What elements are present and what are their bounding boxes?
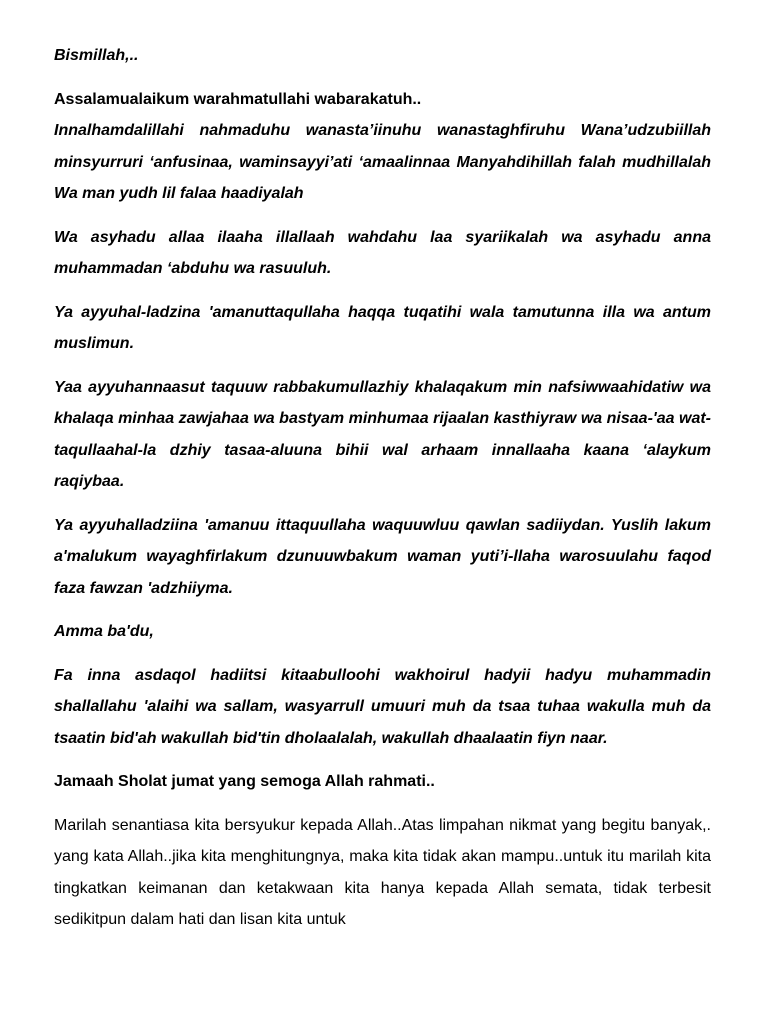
- hadits-paragraph: Fa inna asdaqol hadiitsi kitaabulloohi wakhoirul hadyii hadyu muhammadin shallallahu 'alaihi wa sallam, wasyarrull umuuri muh da tsaa tuhaa wakulla muh da tsaatin bid'ah wakullah bid'tin dholaalalah, wakullah dhaalaatin fiyn naar.: [54, 666, 711, 747]
- salam-line: Assalamualaikum warahmatullahi wabarakatuh..: [54, 90, 422, 108]
- document-page: [54, 40, 711, 936]
- ayat-2-paragraph: Yaa ayyuhannaasut taquuw rabbakumullazhiy khalaqakum min nafsiwwaahidatiw wa khalaqa minhaa zawjahaa wa bastyam minhumaa rijaalan kasthiyraw wa nisaa-'aa wat-taqullaahal-la dzhiy tasaa-aluuna bihii wal arhaam innallaaha kaana ‘alaykum raqiybaa.: [54, 378, 711, 490]
- ayat-1-paragraph: Ya ayyuhal-ladzina 'amanuttaqullaha haqqa tuqatihi wala tamutunna illa wa antum muslimun.: [54, 303, 711, 352]
- ayat-3-paragraph: Ya ayyuhalladziina 'amanuu ittaquullaha waquuwluu qawlan sadiiydan. Yuslih lakum a'malukum wayaghfirlakum dzunuuwbakum waman yuti’i-llaha warosuulahu faqod faza fawzan 'adzhiiyma.: [54, 516, 711, 597]
- amma-badu-line: Amma ba'du,: [54, 623, 154, 640]
- body-paragraph: Marilah senantiasa kita bersyukur kepada Allah..Atas limpahan nikmat yang begitu banyak,. yang kata Allah..jika kita menghitungnya, maka kita tidak akan mampu..untuk itu marilah kita tingkatkan keimanan dan ketakwaan kita hanya kepada Allah semata, tidak terbesit sedikitpun dalam hati dan lisan kita untuk: [54, 816, 711, 928]
- syahadat-paragraph: Wa asyhadu allaa ilaaha illallaah wahdahu laa syariikalah wa asyhadu anna muhammadan ‘abduhu wa rasuuluh.: [54, 228, 711, 277]
- jamaah-heading: Jamaah Sholat jumat yang semoga Allah rahmati..: [54, 773, 435, 790]
- opening-line: Bismillah,..: [54, 47, 139, 64]
- hamdalah-paragraph: Innalhamdalillahi nahmaduhu wanasta’iinuhu wanastaghfiruhu Wana’udzubiillah minsyurruri ‘anfusinaa, waminsayyi’ati ‘amaalinnaa Manyahdihillah falah mudhillalah Wa man yudh lil falaa haadiyalah: [54, 122, 711, 202]
